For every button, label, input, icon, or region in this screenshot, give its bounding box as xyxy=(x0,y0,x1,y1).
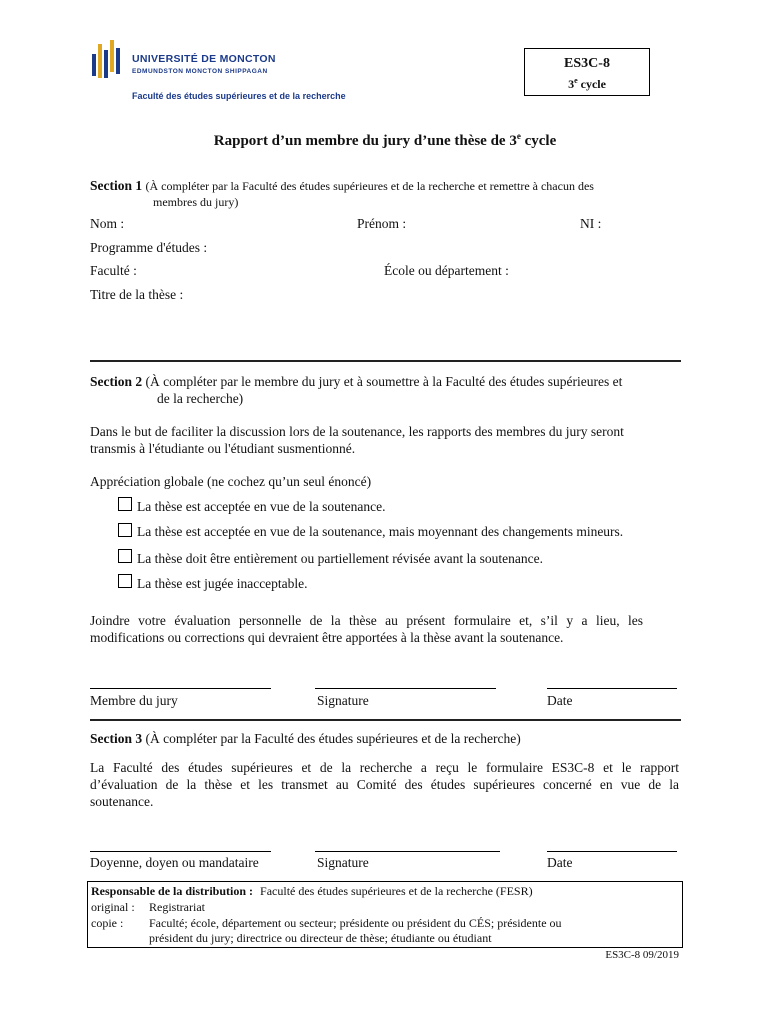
cycle-number: 3 xyxy=(568,77,575,91)
section3-para-line1: La Faculté des études supérieures et de la recherche a reçu le formulaire ES3C-8 et le rapport xyxy=(90,760,679,775)
field-nom: Nom : xyxy=(90,216,125,231)
section1-heading: Section 1 xyxy=(90,178,143,193)
distribution-box xyxy=(87,881,683,948)
section3-heading: Section 3 xyxy=(90,731,143,746)
dean-date-line xyxy=(547,851,677,852)
sig-signature-label-2: Signature xyxy=(317,855,369,870)
option-4-label: La thèse est jugée inacceptable. xyxy=(137,576,308,591)
option-3-checkbox[interactable] xyxy=(118,549,132,563)
university-name: UNIVERSITÉ DE MONCTON xyxy=(132,53,276,65)
option-4-checkbox[interactable] xyxy=(118,574,132,588)
member-signature-line-name xyxy=(90,688,271,689)
distribution-copie-label: copie : xyxy=(91,916,124,930)
distribution-original-value: Registrariat xyxy=(149,900,205,914)
section1-intro-text-2: membres du jury) xyxy=(153,195,239,209)
section2-para1-line1: Dans le but de faciliter la discussion lors de la soutenance, les rapports des membres du jury seront xyxy=(90,424,624,439)
distribution-copie-line1: Faculté; école, département ou secteur; présidente ou président du CÉS; présidente ou xyxy=(149,916,562,930)
university-campuses: EDMUNDSTON MONCTON SHIPPAGAN xyxy=(132,68,268,75)
section2-para1-line2: transmis à l'étudiante ou l'étudiant susmentionné. xyxy=(90,441,356,456)
sig-signature-label: Signature xyxy=(317,693,369,708)
section3-intro-text: (À compléter par la Faculté des études supérieures et de la recherche) xyxy=(145,731,521,746)
appreciation-label: Appréciation globale (ne cochez qu’un seul énoncé) xyxy=(90,474,372,489)
section1-intro-text: (À compléter par la Faculté des études supérieures et de la recherche et remettre à chacun des xyxy=(145,179,594,193)
distribution-original-label: original : xyxy=(91,900,135,914)
cycle-sup: e xyxy=(574,76,578,85)
distribution-label: Responsable de la distribution : xyxy=(91,884,254,898)
title-sup: e xyxy=(516,131,521,141)
section2-para2 xyxy=(90,612,643,646)
distribution-responsable xyxy=(91,883,533,899)
sig-date-label: Date xyxy=(547,693,573,708)
section2-heading: Section 2 xyxy=(90,374,143,389)
section2-intro-text-2: de la recherche) xyxy=(157,391,244,406)
section1-intro xyxy=(90,177,594,194)
section-divider xyxy=(90,719,681,721)
dean-signature-line xyxy=(315,851,500,852)
option-2-label: La thèse est acceptée en vue de la soutenance, mais moyennant des changements mineurs. xyxy=(137,524,624,539)
university-logo xyxy=(90,40,350,104)
sig-date-label-2: Date xyxy=(547,855,573,870)
section2-para2-line2: modifications ou corrections qui devraient être apportées à la thèse avant la soutenance. xyxy=(90,630,564,645)
section2-para2-line1: Joindre votre évaluation personnelle de la thèse au présent formulaire et, s’il y a lieu, les xyxy=(90,613,643,628)
field-prenom: Prénom : xyxy=(357,216,407,231)
page-title xyxy=(0,131,770,150)
member-signature-line xyxy=(315,688,496,689)
section2-intro xyxy=(90,373,622,390)
member-date-line xyxy=(547,688,677,689)
title-end: cycle xyxy=(520,133,557,149)
option-3-label: La thèse doit être entièrement ou partiellement révisée avant la soutenance. xyxy=(137,551,543,566)
sig-dean-label: Doyenne, doyen ou mandataire xyxy=(90,855,259,870)
form-code-box xyxy=(524,48,650,96)
field-ni: NI : xyxy=(580,216,602,231)
option-2-checkbox[interactable] xyxy=(118,523,132,537)
logo-mark-icon xyxy=(90,40,126,82)
faculty-name: Faculté des études supérieures et de la recherche xyxy=(132,91,346,101)
field-ecole: École ou département : xyxy=(384,263,509,278)
section3-para-line2: d’évaluation de la thèse et les transmet au Comité des études supérieures concerné en vue de la xyxy=(90,777,679,792)
section3-intro xyxy=(90,730,521,747)
field-programme: Programme d'études : xyxy=(90,240,208,255)
distribution-responsable-value: Faculté des études supérieures et de la recherche (FESR) xyxy=(260,884,533,898)
field-titre: Titre de la thèse : xyxy=(90,287,184,302)
section3-para xyxy=(90,759,679,810)
distribution-copie-line2: président du jury; directrice ou directeur de thèse; étudiante ou étudiant xyxy=(149,931,492,945)
footer-code: ES3C-8 09/2019 xyxy=(605,949,679,961)
sig-member-label: Membre du jury xyxy=(90,693,178,708)
title-main: Rapport d’un membre du jury d’une thèse de 3 xyxy=(213,133,517,149)
option-1-checkbox[interactable] xyxy=(118,497,132,511)
section-divider xyxy=(90,360,681,362)
section2-intro-text: (À compléter par le membre du jury et à soumettre à la Faculté des études supérieures et xyxy=(145,374,623,389)
section3-para-line3: soutenance. xyxy=(90,794,154,809)
field-faculte: Faculté : xyxy=(90,263,137,278)
form-code: ES3C-8 xyxy=(564,56,610,71)
dean-signature-line-name xyxy=(90,851,271,852)
cycle-label xyxy=(525,73,649,92)
cycle-word: cycle xyxy=(577,77,606,91)
option-1-label: La thèse est acceptée en vue de la soutenance. xyxy=(137,499,386,514)
